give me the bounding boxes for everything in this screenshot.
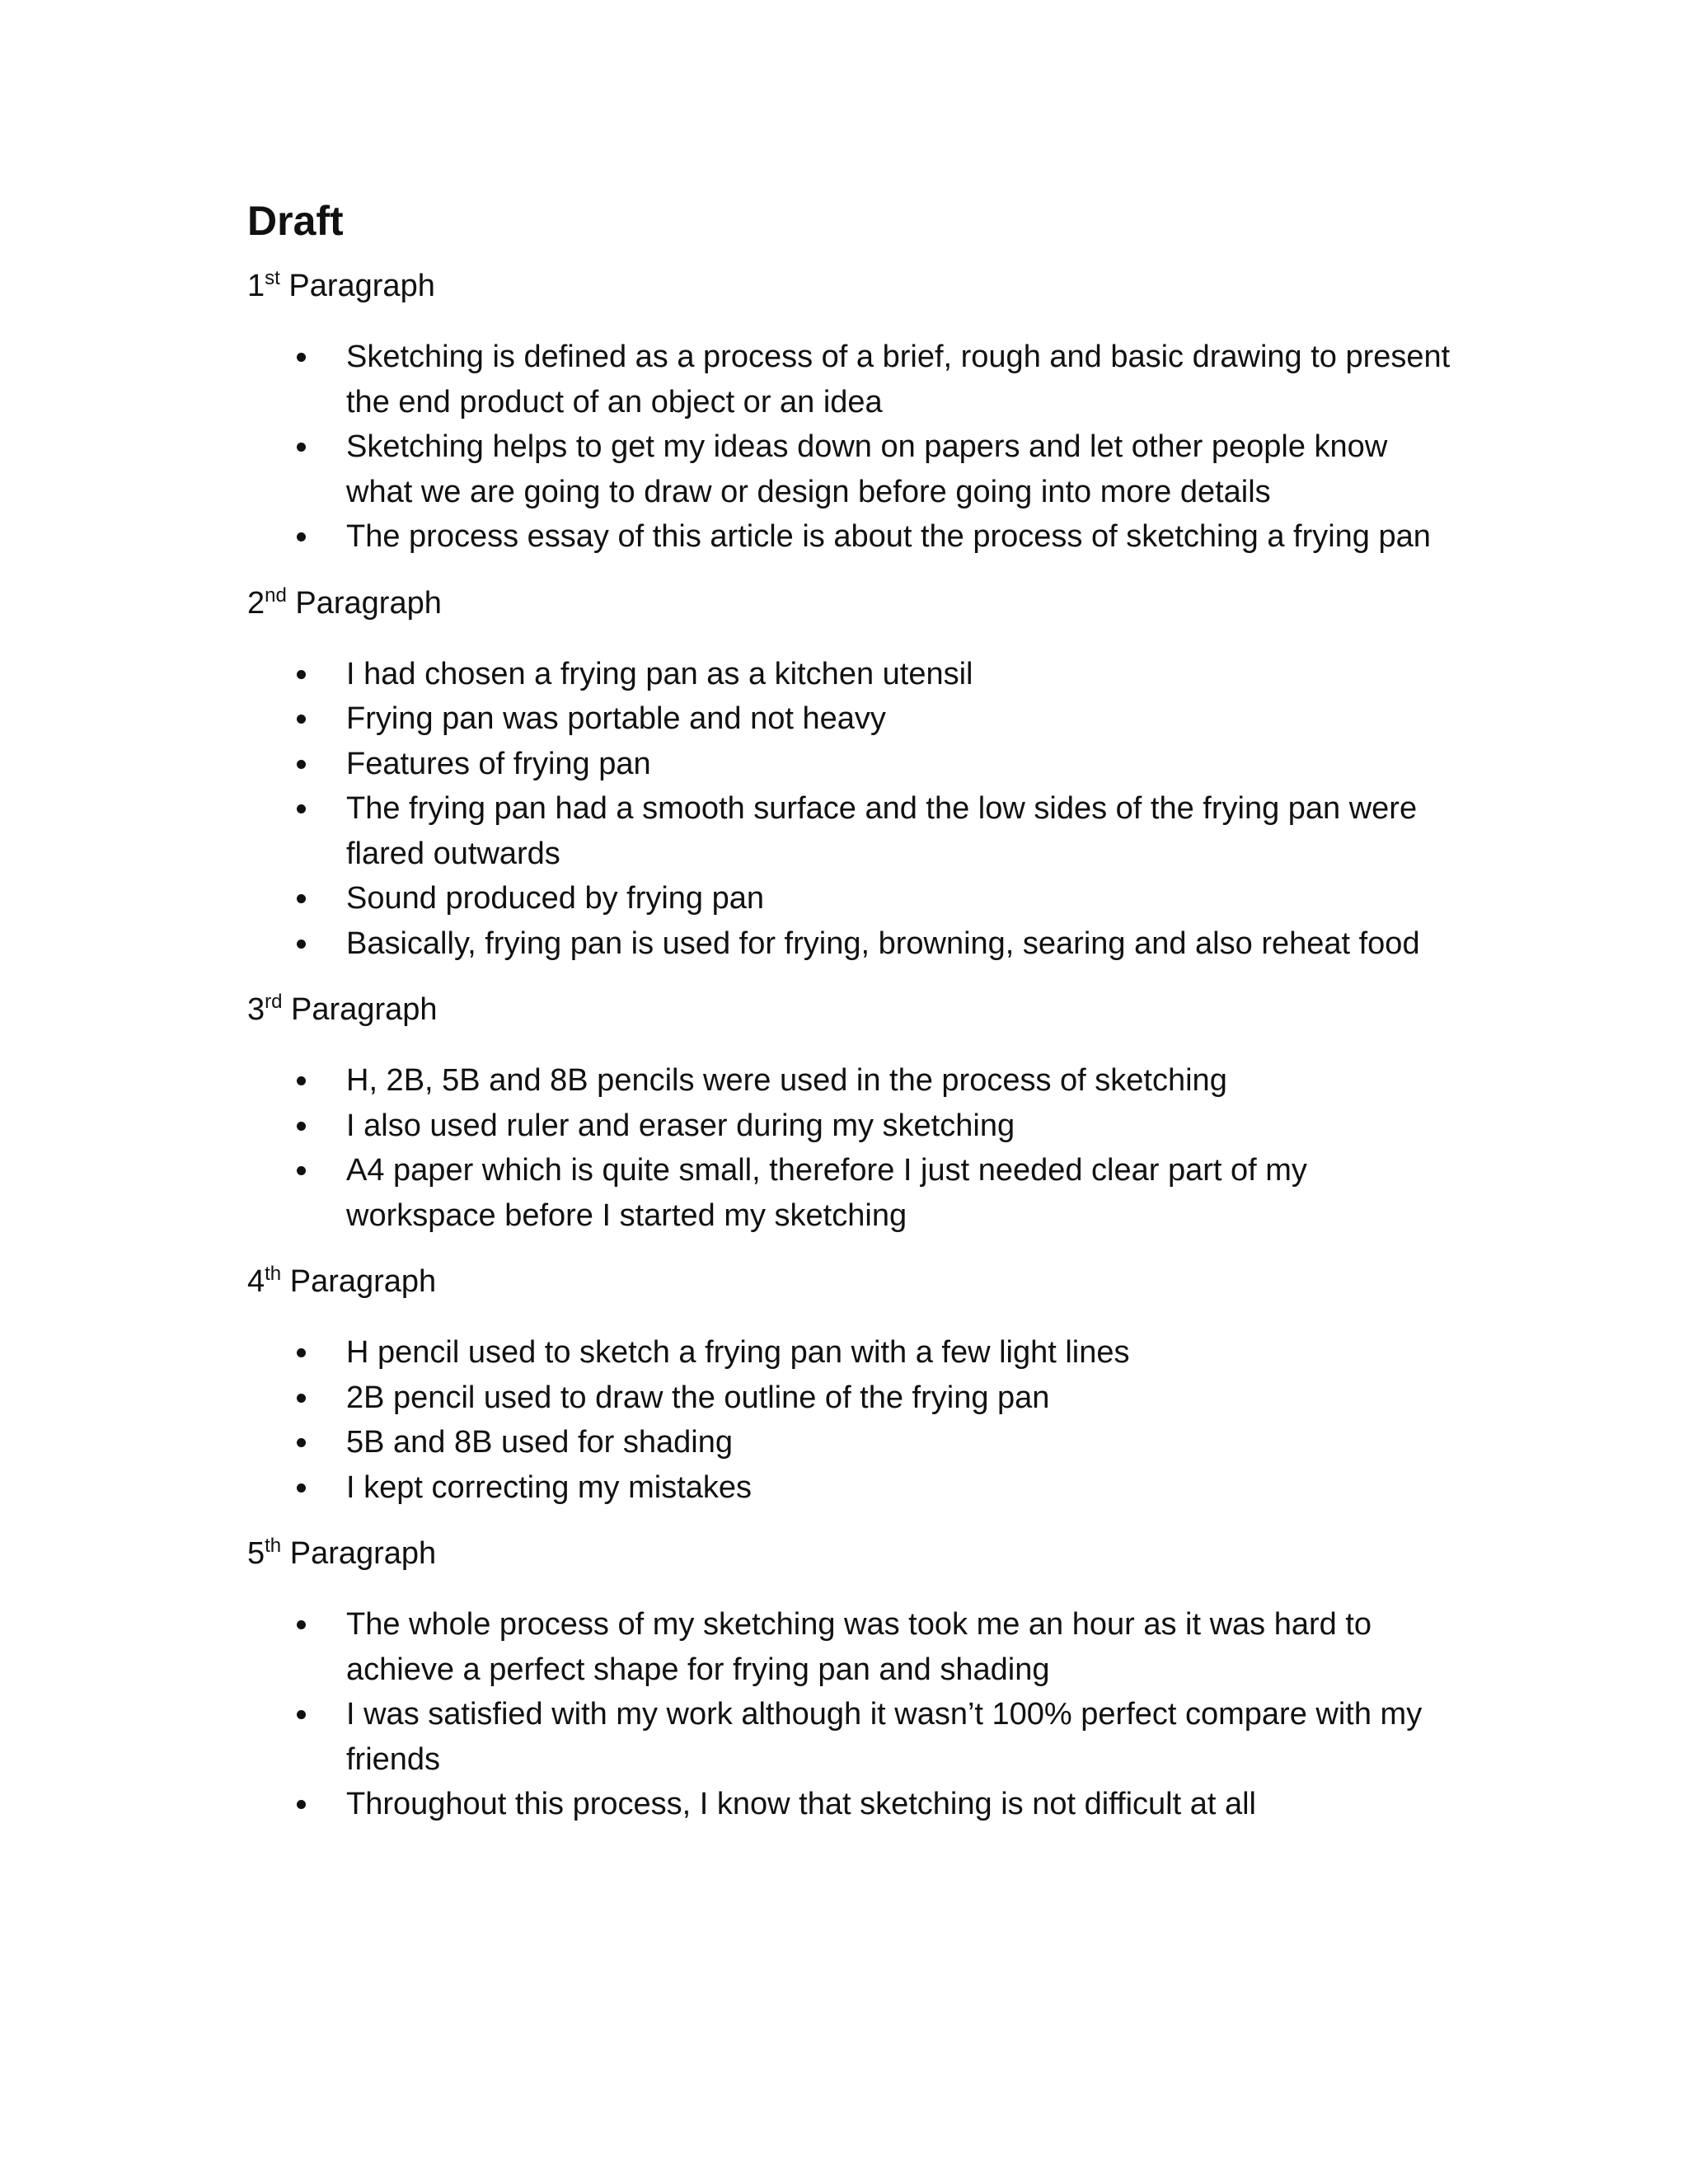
paragraph-heading — [247, 265, 1451, 307]
bullet-item — [247, 424, 1451, 514]
bullet-item — [247, 1058, 1451, 1104]
bullet-item — [247, 1692, 1451, 1782]
bullet-list — [247, 335, 1451, 560]
bullet-item — [247, 1465, 1451, 1511]
bullet-item — [247, 1420, 1451, 1465]
bullet-dot-icon — [297, 532, 306, 541]
paragraph-label: Paragraph — [289, 1264, 437, 1299]
bullet-list — [247, 1330, 1451, 1510]
bullet-dot-icon — [297, 353, 306, 362]
bullet-dot-icon — [297, 1076, 306, 1085]
ordinal-suffix: nd — [265, 583, 287, 607]
bullet-text: H pencil used to sketch a frying pan with a few light lines — [346, 1335, 1130, 1370]
bullet-dot-icon — [297, 1800, 306, 1809]
paragraph-number: 5 — [247, 1536, 265, 1571]
bullet-text: The process essay of this article is about the process of sketching a frying pan — [346, 519, 1431, 554]
bullet-text: Sound produced by frying pan — [346, 881, 765, 916]
bullet-text: H, 2B, 5B and 8B pencils were used in the process of sketching — [346, 1063, 1227, 1098]
bullet-text: I kept correcting my mistakes — [346, 1469, 753, 1505]
bullet-item — [247, 876, 1451, 921]
sections-container — [247, 265, 1451, 1827]
bullet-text: Basically, frying pan is used for frying, browning, searing and also reheat food — [346, 926, 1420, 961]
paragraph-number: 3 — [247, 992, 265, 1027]
bullet-item — [247, 1782, 1451, 1827]
bullet-dot-icon — [297, 1394, 306, 1403]
bullet-item — [247, 786, 1451, 876]
bullet-text: Throughout this process, I know that sketching is not difficult at all — [346, 1787, 1256, 1821]
bullet-item — [247, 514, 1451, 560]
ordinal-suffix: th — [265, 1263, 282, 1285]
paragraph-section — [247, 265, 1451, 560]
bullet-text: 5B and 8B used for shading — [346, 1425, 734, 1460]
paragraph-section — [247, 1261, 1451, 1510]
bullet-text: Frying pan was portable and not heavy — [346, 701, 886, 736]
paragraph-label: Paragraph — [288, 269, 435, 303]
paragraph-section — [247, 989, 1451, 1238]
bullet-text: I was satisfied with my work although it wasn’t 100% perfect compare with my friends — [346, 1697, 1423, 1777]
bullet-text: The whole process of my sketching was took me an hour as it was hard to achieve a perfect shape for frying pan and shading — [346, 1607, 1372, 1687]
paragraph-heading — [247, 989, 1451, 1030]
bullet-item — [247, 1148, 1451, 1238]
bullet-item — [247, 652, 1451, 697]
bullet-dot-icon — [297, 760, 306, 769]
bullet-text: 2B pencil used to draw the outline of the frying pan — [346, 1380, 1050, 1415]
bullet-text: A4 paper which is quite small, therefore I just needed clear part of my workspace before I started my sketching — [346, 1153, 1307, 1233]
bullet-text: Sketching is defined as a process of a brief, rough and basic drawing to present the end product of an object or an idea — [346, 340, 1451, 419]
bullet-dot-icon — [297, 1620, 306, 1629]
bullet-item — [247, 696, 1451, 742]
bullet-dot-icon — [297, 1438, 306, 1447]
paragraph-section — [247, 583, 1451, 967]
bullet-text: Sketching helps to get my ideas down on papers and let other people know what we are going to draw or design before going into more details — [346, 429, 1388, 509]
ordinal-suffix: th — [265, 1535, 282, 1557]
paragraph-label: Paragraph — [295, 585, 442, 621]
bullet-list — [247, 1058, 1451, 1238]
bullet-dot-icon — [297, 1122, 306, 1131]
bullet-list — [247, 652, 1451, 967]
paragraph-heading — [247, 1533, 1451, 1574]
bullet-text: Features of frying pan — [346, 746, 651, 781]
bullet-item — [247, 1104, 1451, 1149]
paragraph-number: 4 — [247, 1264, 265, 1299]
bullet-item — [247, 921, 1451, 967]
bullet-dot-icon — [297, 715, 306, 724]
bullet-dot-icon — [297, 1166, 306, 1175]
ordinal-suffix: st — [265, 267, 280, 289]
bullet-item — [247, 1602, 1451, 1692]
bullet-list — [247, 1602, 1451, 1827]
paragraph-label: Paragraph — [289, 1536, 437, 1571]
bullet-item — [247, 742, 1451, 787]
document-content — [247, 196, 1451, 1850]
bullet-dot-icon — [297, 894, 306, 903]
bullet-dot-icon — [297, 443, 306, 452]
paragraph-number: 1 — [247, 269, 265, 303]
bullet-dot-icon — [297, 1348, 306, 1357]
bullet-item — [247, 335, 1451, 424]
bullet-dot-icon — [297, 804, 306, 813]
bullet-dot-icon — [297, 940, 306, 949]
paragraph-number: 2 — [247, 585, 265, 621]
bullet-dot-icon — [297, 670, 306, 679]
bullet-text: I had chosen a frying pan as a kitchen utensil — [346, 656, 973, 691]
bullet-text: The frying pan had a smooth surface and the low sides of the frying pan were flared outwards — [346, 791, 1418, 871]
paragraph-label: Paragraph — [291, 992, 438, 1027]
paragraph-heading — [247, 1261, 1451, 1302]
paragraph-section — [247, 1533, 1451, 1827]
bullet-text: I also used ruler and eraser during my sketching — [346, 1108, 1015, 1143]
bullet-dot-icon — [297, 1483, 306, 1493]
document-title: Draft — [247, 198, 344, 244]
ordinal-suffix: rd — [265, 991, 283, 1013]
bullet-item — [247, 1330, 1451, 1376]
bullet-dot-icon — [297, 1710, 306, 1719]
paragraph-heading — [247, 583, 1451, 624]
bullet-item — [247, 1376, 1451, 1421]
